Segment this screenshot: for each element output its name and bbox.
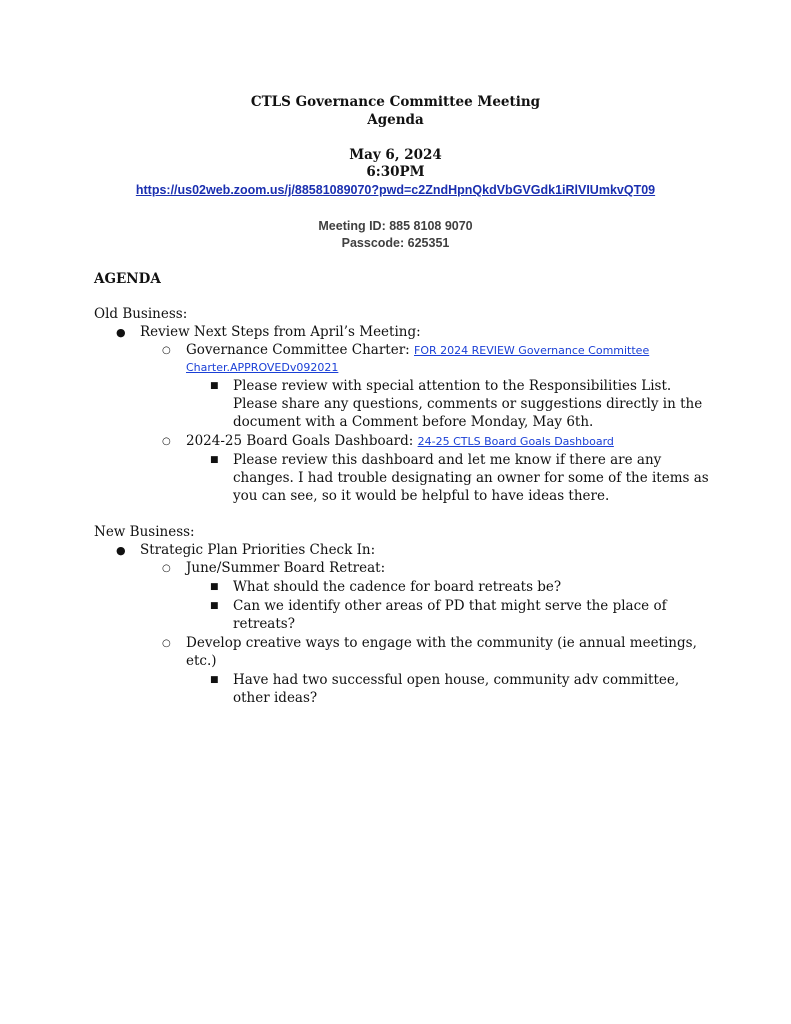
zoom-link[interactable]: https://us02web.zoom.us/j/88581089070?pwd=c2ZndHpnQkdVbGVGdk1iRlVIUmkvQT09 (135, 183, 656, 197)
meeting-date: May 6, 2024 (349, 147, 442, 163)
zoom-link-row (0, 182, 791, 198)
community-note: other ideas? (233, 690, 318, 706)
community-item: etc.) (186, 653, 217, 669)
charter-note-line: Please review with special attention to the Responsibilities List. (233, 378, 672, 394)
dashboard-link[interactable]: 24-25 CTLS Board Goals Dashboard (417, 435, 614, 448)
bullet-circle-icon: ○ (162, 638, 171, 649)
bullet-square-icon: ■ (210, 455, 219, 465)
retreat-item: June/Summer Board Retreat: (186, 560, 386, 576)
charter-note-line: document with a Comment before Monday, May 6th. (233, 414, 594, 430)
charter-label: Governance Committee Charter: (186, 342, 414, 358)
bullet-circle-icon: ○ (162, 563, 171, 574)
bullet-square-icon: ■ (210, 601, 219, 611)
dashboard-note-line: Please review this dashboard and let me know if there are any (233, 452, 662, 468)
community-item: Develop creative ways to engage with the community (ie annual meetings, (186, 635, 697, 651)
retreat-question: What should the cadence for board retreats be? (233, 579, 562, 595)
community-note: Have had two successful open house, community adv committee, (233, 672, 680, 688)
document-title: CTLS Governance Committee Meeting (250, 94, 541, 110)
charter-note-line: Please share any questions, comments or suggestions directly in the (233, 396, 703, 412)
bullet-square-icon: ■ (210, 381, 219, 391)
dashboard-item (186, 433, 614, 450)
dashboard-label: 2024-25 Board Goals Dashboard: (186, 433, 418, 449)
charter-link-continued[interactable]: Charter.APPROVEDv092021 (186, 361, 339, 374)
meeting-id: Meeting ID: 885 8108 9070 (318, 219, 473, 233)
charter-link[interactable]: FOR 2024 REVIEW Governance Committee (414, 344, 650, 357)
bullet-circle-icon: ○ (162, 345, 171, 356)
document-subtitle: Agenda (367, 112, 424, 128)
bullet-dot-icon: ● (116, 544, 126, 557)
meeting-time: 6:30PM (366, 164, 425, 180)
new-business-item: Strategic Plan Priorities Check In: (140, 542, 376, 558)
old-business-heading: Old Business: (94, 306, 188, 322)
retreat-question: Can we identify other areas of PD that might serve the place of (233, 598, 667, 614)
bullet-dot-icon: ● (116, 326, 126, 339)
bullet-square-icon: ■ (210, 675, 219, 685)
passcode: Passcode: 625351 (341, 236, 450, 250)
dashboard-note-line: you can see, so it would be helpful to have ideas there. (233, 488, 610, 504)
agenda-heading: AGENDA (94, 271, 161, 287)
charter-item (186, 342, 649, 359)
bullet-circle-icon: ○ (162, 436, 171, 447)
new-business-heading: New Business: (94, 524, 195, 540)
charter-link-continued-row (186, 359, 338, 376)
bullet-square-icon: ■ (210, 582, 219, 592)
old-business-item: Review Next Steps from April’s Meeting: (140, 324, 421, 340)
retreat-question: retreats? (233, 616, 295, 632)
dashboard-note-line: changes. I had trouble designating an owner for some of the items as (233, 470, 709, 486)
